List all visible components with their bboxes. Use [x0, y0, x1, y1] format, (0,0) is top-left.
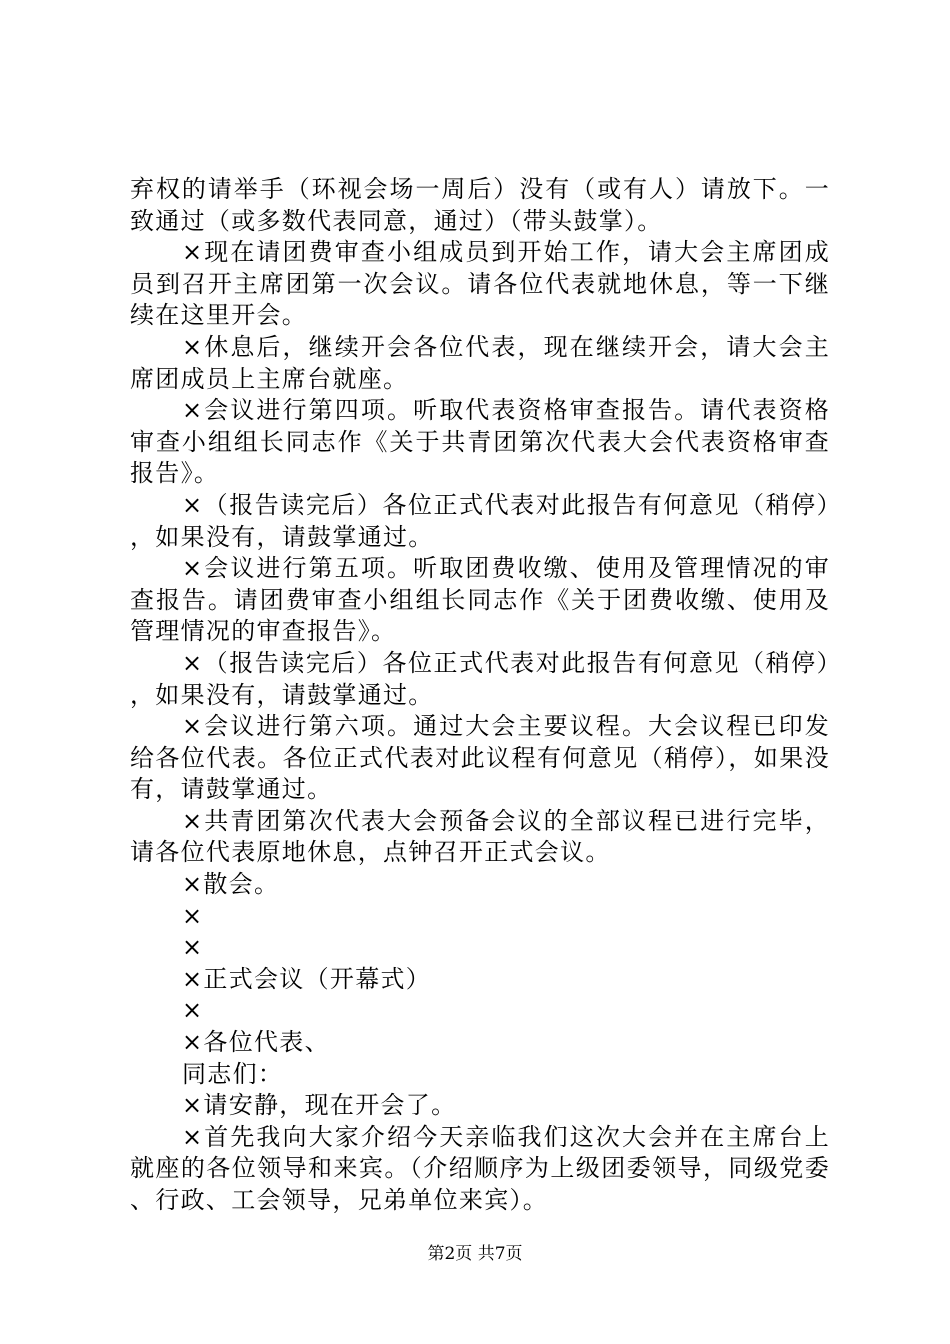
paragraph: ×会议进行第五项。听取团费收缴、使用及管理情况的审查报告。请团费审查小组组长同志作《关于团费收缴、使用及管理情况的审查报告》。 — [130, 554, 830, 646]
paragraph: ×会议进行第六项。通过大会主要议程。大会议程已印发给各位代表。各位正式代表对此议程有何意见（稍停），如果没有，请鼓掌通过。 — [130, 712, 830, 804]
page-number-footer: 第2页 共7页 — [427, 1244, 523, 1264]
paragraph: × — [182, 901, 204, 930]
paragraph: ×（报告读完后）各位正式代表对此报告有何意见（稍停），如果没有，请鼓掌通过。 — [130, 490, 830, 551]
paragraph: ×共青团第次代表大会预备会议的全部议程已进行完毕，请各位代表原地休息，点钟召开正式会议。 — [130, 806, 830, 867]
paragraph: × — [182, 996, 204, 1025]
paragraph: ×请安静，现在开会了。 — [182, 1091, 457, 1120]
paragraph: ×首先我向大家介绍今天亲临我们这次大会并在主席台上就座的各位领导和来宾。（介绍顺序为上级团委领导，同级党委、行政、工会领导，兄弟单位来宾）。 — [130, 1122, 830, 1214]
paragraph: 同志们： — [182, 1059, 284, 1088]
paragraph: ×休息后，继续开会各位代表，现在继续开会，请大会主席团成员上主席台就座。 — [130, 332, 830, 393]
paragraph: ×各位代表、 — [182, 1028, 330, 1057]
paragraph: ×正式会议（开幕式） — [182, 964, 432, 993]
paragraph: 弃权的请举手（环视会场一周后）没有（或有人）请放下。一致通过（或多数代表同意，通过）（带头鼓掌）。 — [130, 175, 830, 235]
document-body — [130, 174, 830, 1217]
paragraph: ×现在请团费审查小组成员到开始工作，请大会主席团成员到召开主席团第一次会议。请各位代表就地休息，等一下继续在这里开会。 — [130, 238, 830, 330]
paragraph: ×（报告读完后）各位正式代表对此报告有何意见（稍停），如果没有，请鼓掌通过。 — [130, 648, 830, 709]
paragraph: ×散会。 — [182, 870, 280, 899]
paragraph: × — [182, 933, 204, 962]
paragraph: ×会议进行第四项。听取代表资格审查报告。请代表资格审查小组组长同志作《关于共青团第次代表大会代表资格审查报告》。 — [130, 396, 830, 488]
